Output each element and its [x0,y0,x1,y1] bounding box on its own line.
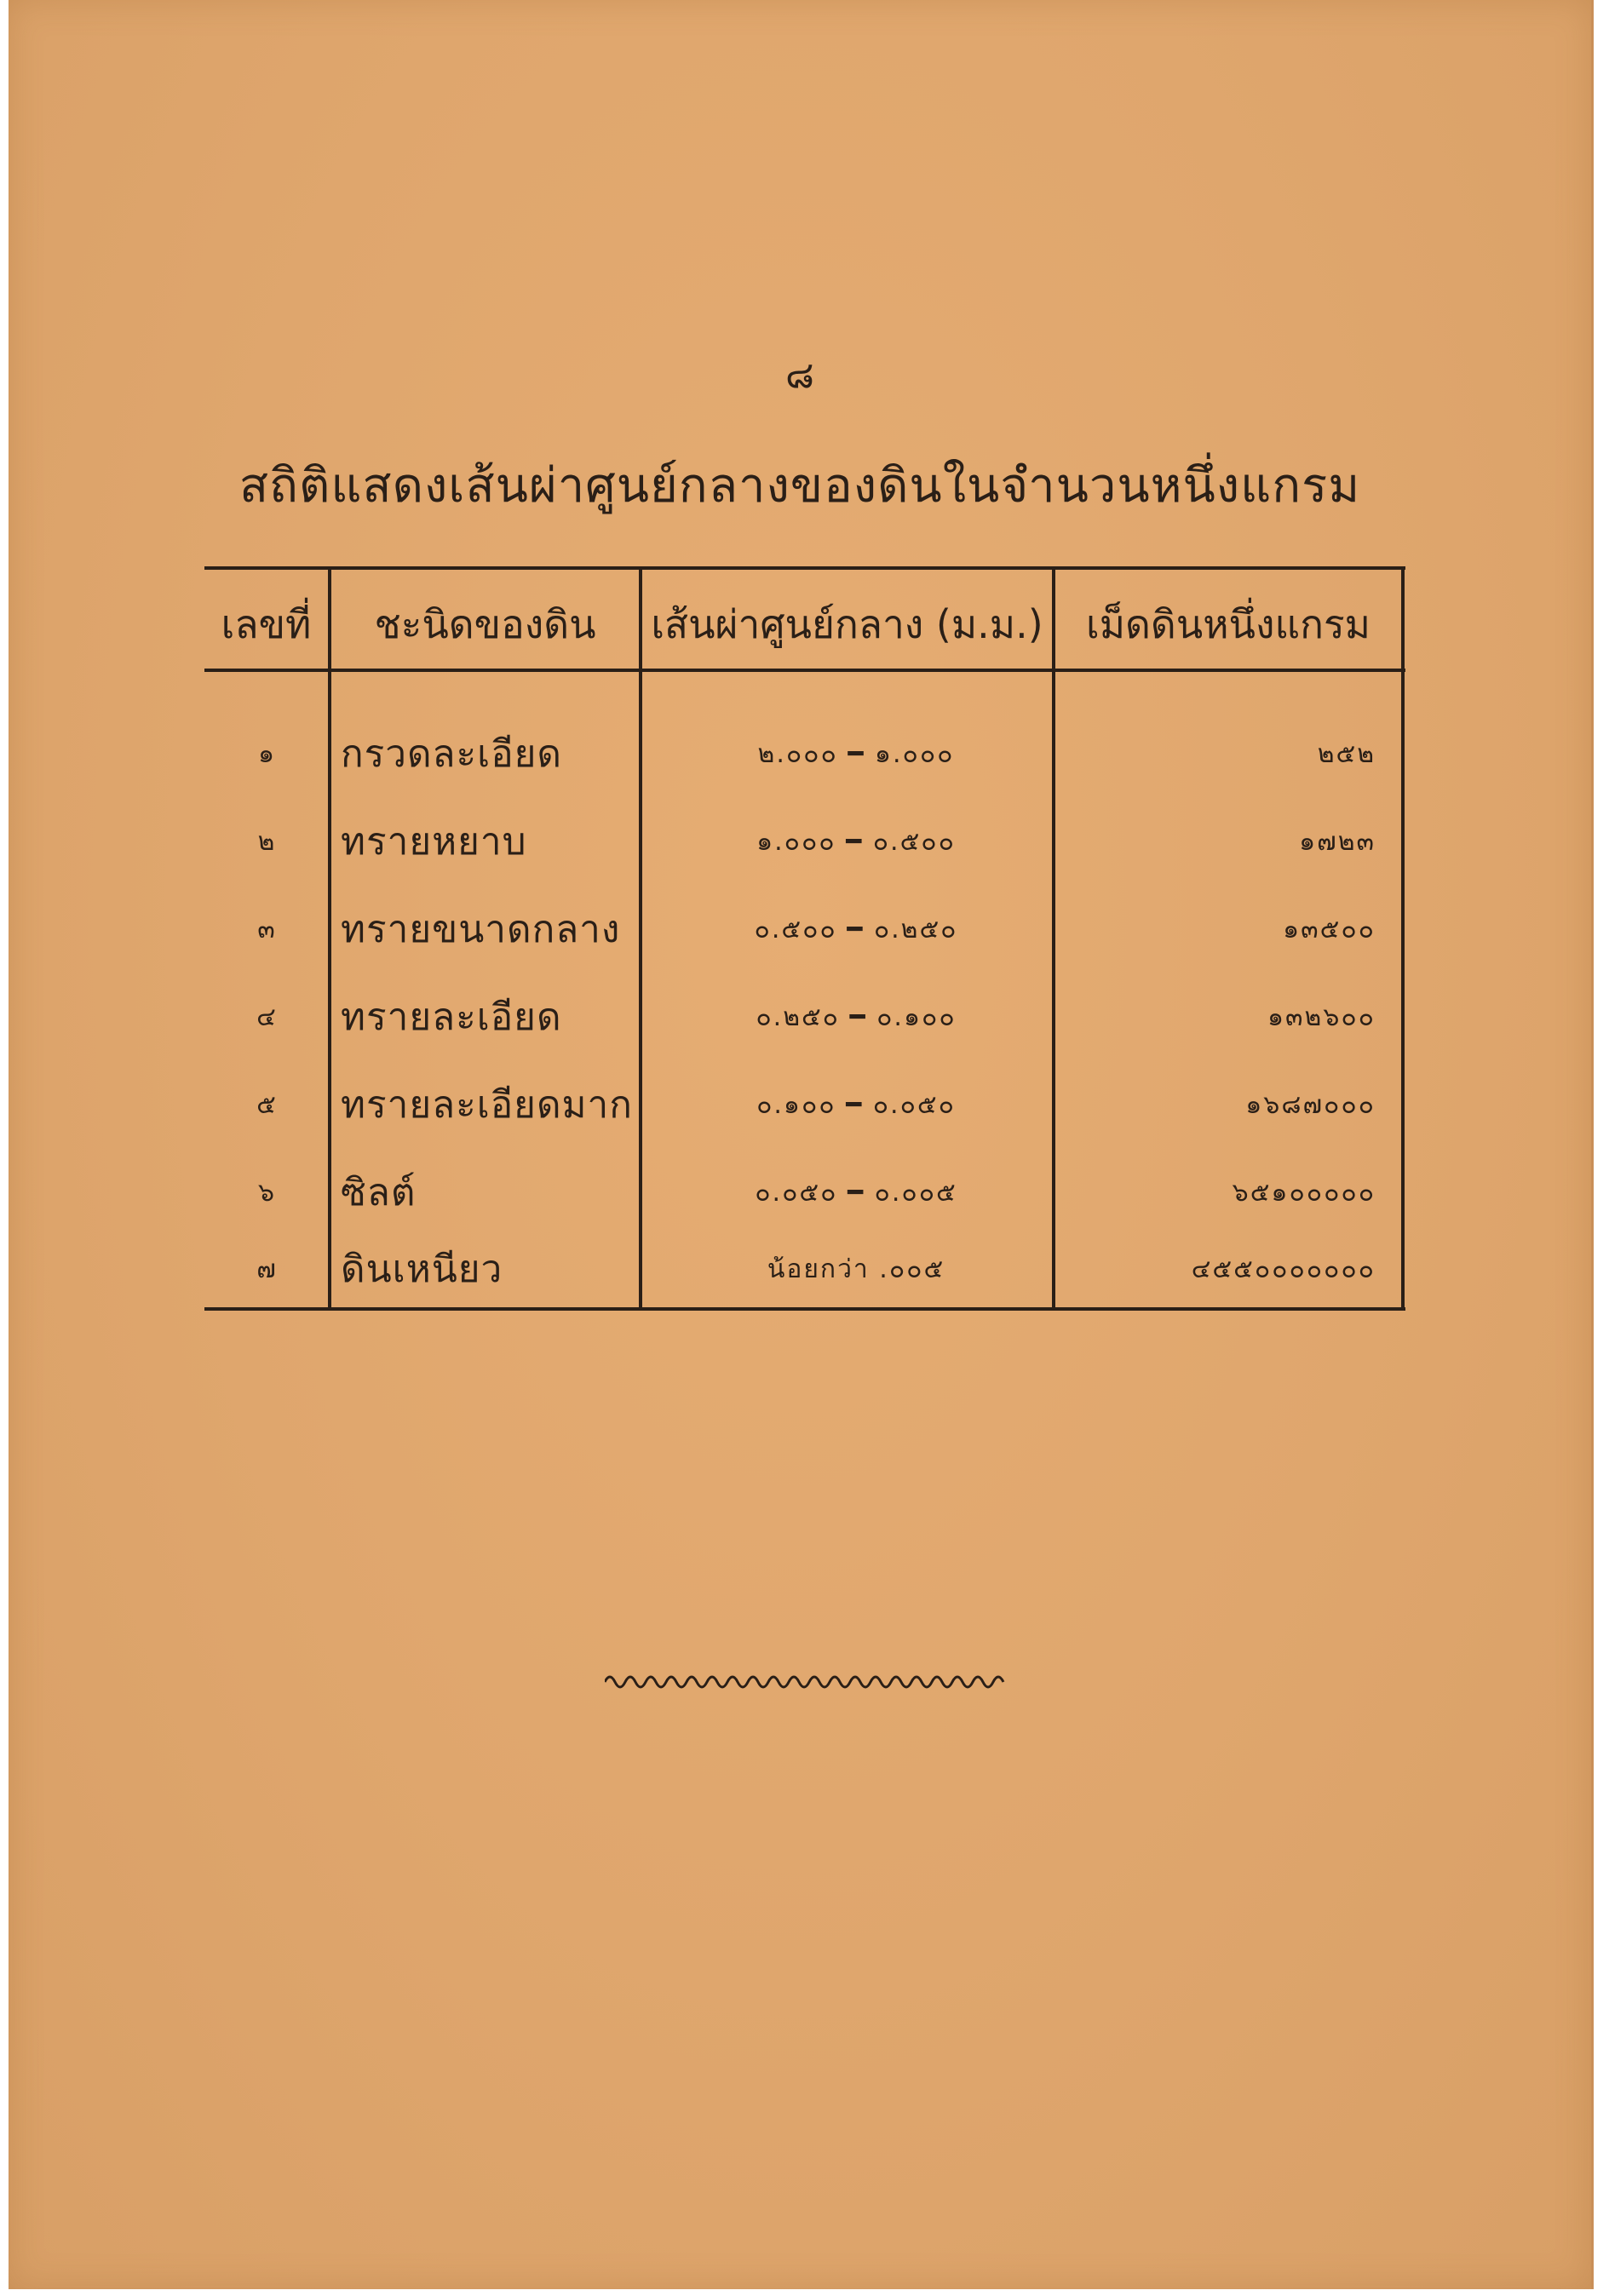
document-title: สถิติแสดงเส้นผ่าศูนย์กลางของดินในจำนวนหนึ่งแกรม [238,458,1361,514]
diameter-range: ๑.๐๐๐ ━ ๐.๕๐๐ [756,826,956,857]
row-number: ๒ [257,826,275,857]
soil-type: ซิลต์ [341,1171,417,1214]
diameter-range: ๒.๐๐๐ ━ ๑.๐๐๐ [757,738,955,769]
soil-type: ดินเหนียว [341,1248,503,1291]
row-number: ๓ [257,914,275,944]
header-grains: เม็ดดินหนึ่งแกรม [1086,600,1371,647]
grain-count: ๑๖๘๗๐๐๐ [1245,1089,1376,1120]
header-diameter: เส้นผ่าศูนย์กลาง (ม.ม.) [651,600,1043,647]
row-number: ๔ [256,1002,276,1032]
row-number: ๑ [257,738,275,769]
soil-type: กรวดละเอียด [341,732,562,776]
header-bottom-rule [204,669,1405,672]
grain-count: ๑๓๒๖๐๐ [1267,1002,1376,1032]
soil-type: ทรายขนาดกลาง [341,908,621,951]
grain-count: ๑๓๕๐๐ [1283,914,1376,944]
diameter-range: ๐.๕๐๐ ━ ๐.๒๕๐ [754,914,958,944]
column-divider-1 [328,566,331,1307]
diameter-range: ๐.๑๐๐ ━ ๐.๐๕๐ [756,1089,956,1120]
diameter-range: ๐.๐๕๐ ━ ๐.๐๐๕ [755,1177,957,1208]
soil-diameter-table [204,554,1405,1320]
row-number: ๗ [256,1254,276,1284]
diameter-range: น้อยกว่า .๐๐๕ [767,1254,945,1284]
header-soil-type: ชะนิดของดิน [374,600,596,647]
header-no: เลขที่ [221,600,312,647]
grain-count: ๑๗๒๓ [1299,826,1376,857]
row-number: ๖ [257,1177,275,1208]
soil-type: ทรายหยาบ [341,820,527,864]
grain-count: ๔๕๕๐๐๐๐๐๐๐ [1191,1254,1376,1284]
table-top-rule [204,566,1405,570]
table-bottom-rule [204,1307,1405,1311]
table-right-rule [1401,566,1405,1307]
soil-type: ทรายละเอียด [341,996,562,1039]
row-number: ๕ [256,1089,276,1120]
soil-type: ทรายละเอียดมาก [341,1083,633,1127]
grain-count: ๒๕๒ [1317,738,1376,769]
page-number: ๘ [785,353,814,397]
diameter-range: ๐.๒๕๐ ━ ๐.๑๐๐ [756,1002,957,1032]
grain-count: ๖๕๑๐๐๐๐๐ [1232,1177,1376,1208]
wavy-divider [605,1665,1014,1690]
paper-page [9,0,1594,2289]
